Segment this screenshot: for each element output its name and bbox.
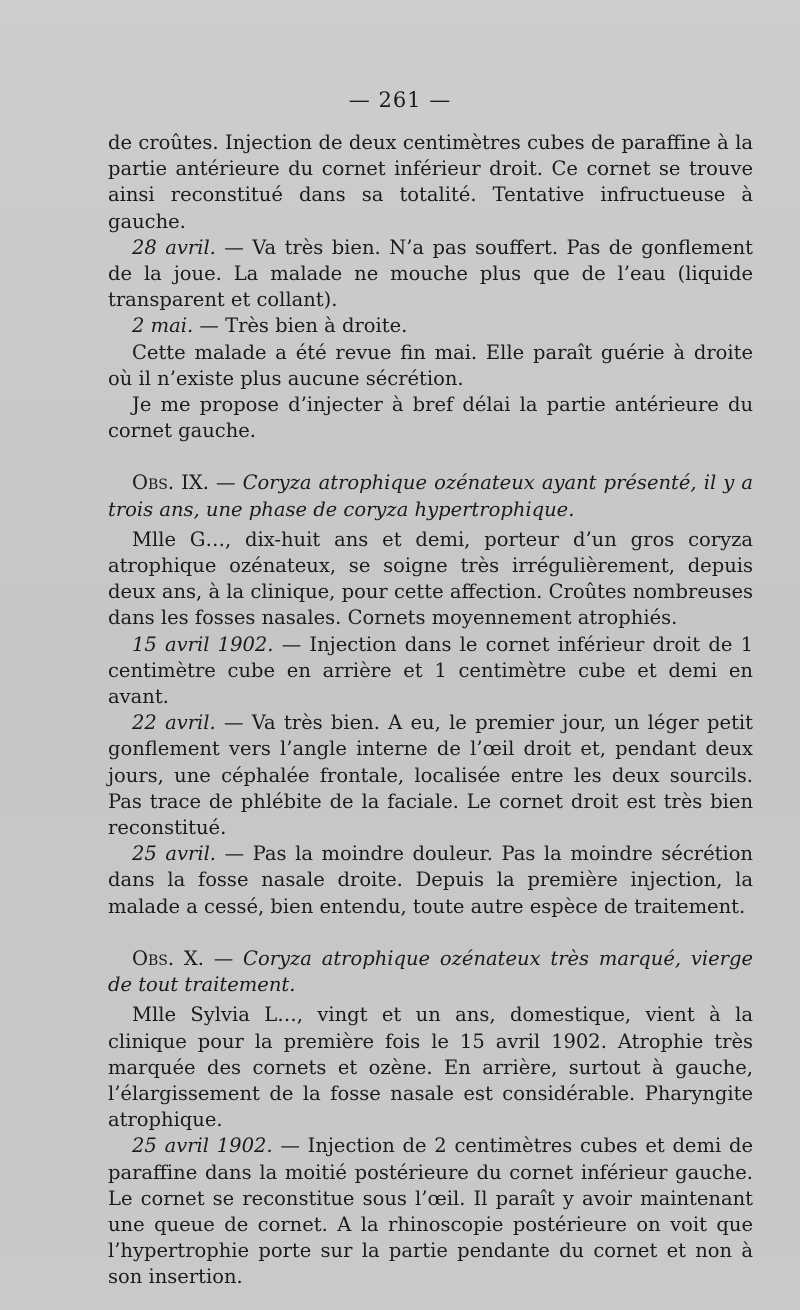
observation-title: Coryza atrophique ozénateux ayant présenté, il y a trois ans, une phase de coryza hypertrophique. [108, 471, 753, 521]
observation-label: Obs. IX. [132, 471, 209, 495]
section-gap [108, 920, 753, 946]
entry-text: — Très bien à droite. [193, 314, 408, 338]
body-text [108, 130, 753, 1291]
paragraph-25-avril [108, 841, 753, 920]
paragraph-patient-sylvia: Mlle Sylvia L…, vingt et un ans, domestique, vient à la clinique pour la première fois le 15 avril 1902. Atrophie très marquée des cornets et ozène. En arrière, surtout à gauche, l’élargissement de la fosse nasale est considérable. Pharyngite atrophique. [108, 1003, 753, 1132]
entry-date: 22 avril. [132, 711, 216, 735]
paragraph-2-mai [108, 313, 753, 339]
paragraph-proposition: Je me propose d’injecter à bref délai la partie antérieure du cornet gauche. [108, 393, 753, 443]
paragraph-25-avril-1902 [108, 1133, 753, 1290]
observation-dash: — [203, 946, 244, 970]
entry-text: — Pas la moindre douleur. Pas la moindre sécrétion dans la fosse nasale droite. Depuis la première injection, la malade a cessé, bien entendu, toute autre espèce de traitement. [108, 842, 753, 918]
paragraph-22-avril [108, 710, 753, 841]
paragraph-continuation: de croûtes. Injection de deux centimètres cubes de paraffine à la partie antérieure du cornet inférieur droit. Ce cornet se trouve ainsi reconstitué dans sa totalité. Tentative infructueuse à gauche. [108, 131, 753, 233]
observation-heading-ix [108, 470, 753, 522]
entry-text: — Va très bien. N’a pas souffert. Pas de gonflement de la joue. La malade ne mouche plus que de l’eau (liquide transparent et collant). [108, 235, 753, 312]
observation-dash: — [208, 471, 243, 495]
observation-label: Obs. X. [132, 946, 204, 970]
entry-date: 28 avril. [132, 235, 216, 259]
entry-date: 15 avril 1902. [132, 632, 274, 656]
entry-date: 25 avril 1902. [132, 1134, 273, 1158]
section-gap [108, 444, 753, 470]
entry-date: 25 avril. [132, 842, 217, 866]
page-number: — 261 — [348, 88, 452, 112]
observation-title: Coryza atrophique ozénateux très marqué, vierge de tout traitement. [108, 946, 753, 997]
paragraph-15-avril [108, 632, 753, 711]
entry-text: — Injection dans le cornet inférieur droit de 1 centimètre cube en arrière et 1 centimètre cube et demi en avant. [108, 632, 753, 709]
paragraph-revue-fin-mai: Cette malade a été revue fin mai. Elle paraît guérie à droite où il n’existe plus aucune sécrétion. [108, 340, 753, 390]
paragraph-patient-g: Mlle G…, dix-huit ans et demi, porteur d’un gros coryza atrophique ozénateux, se soigne très irrégulièrement, depuis deux ans, à la clinique, pour cette affection. Croûtes nombreuses dans les fosses nasales. Cornets moyennement atrophiés. [108, 527, 753, 630]
entry-text: — Va très bien. A eu, le premier jour, un léger petit gonflement vers l’angle interne de l’œil droit et, pendant deux jours, une céphalée frontale, localisée entre les deux sourcils. Pas trace de phlébite de la faciale. Le cornet droit est très bien reconstitué. [108, 711, 753, 840]
paragraph-28-avril [108, 235, 753, 314]
observation-heading-x [108, 946, 753, 998]
entry-date: 2 mai. [132, 314, 194, 338]
entry-text: — Injection de 2 centimètres cubes et demi de paraffine dans la moitié postérieure du cornet inférieur gauche. Le cornet se reconstitue sous l’œil. Il paraît y avoir maintenant une queue de cornet. A la rhinoscopie postérieure on voit que l’hypertrophie porte sur la partie pendante du cornet et non à son insertion. [108, 1134, 753, 1289]
